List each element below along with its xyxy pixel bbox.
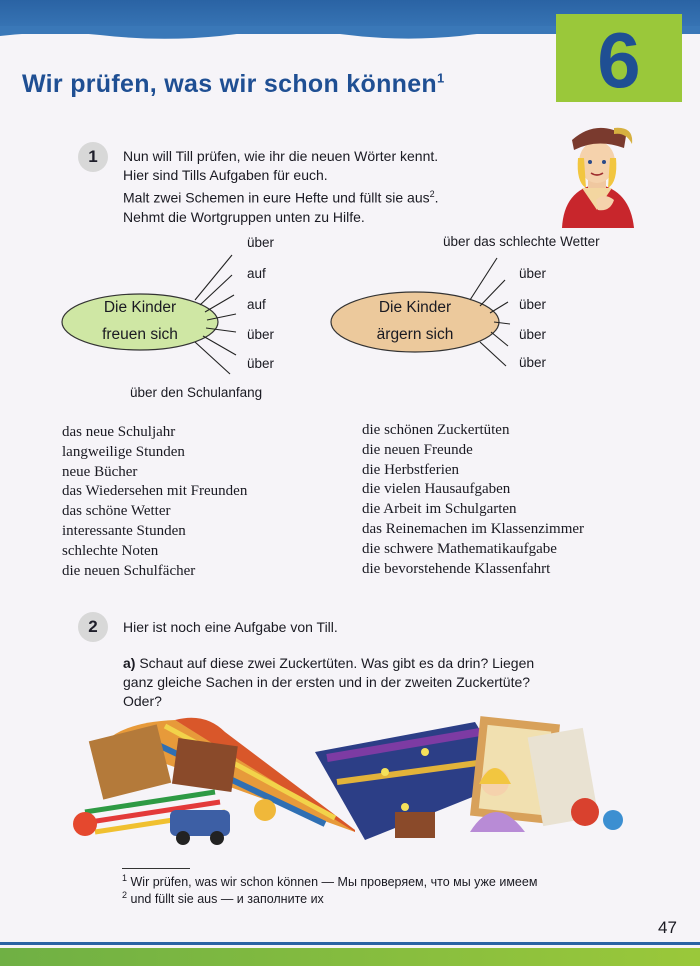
word-list-item: die schönen Zuckertüten xyxy=(362,422,510,438)
word-list-item: neue Bücher xyxy=(62,463,138,480)
exercise-1-line: Hier sind Tills Aufgaben für euch. xyxy=(123,167,328,183)
exercise-2-line: ganz gleiche Sachen in der ersten und in der zweiten Zuckertüte? xyxy=(123,674,531,690)
word-list-item: das Wiedersehen mit Freunden xyxy=(62,483,248,500)
word-list-item: langweilige Stunden xyxy=(62,443,185,460)
scheme-right-subject: Die Kinder xyxy=(378,299,452,316)
page-title-text: Wir prüfen, was wir schon können xyxy=(22,70,437,98)
exercise-1-line-end: . xyxy=(434,189,439,206)
scheme-left-branch-label: über xyxy=(247,327,275,342)
title-footnote-mark: 1 xyxy=(436,70,445,86)
word-list-right xyxy=(362,421,584,579)
exercise-1-line: Nehmt die Wortgruppen unten zu Hilfe. xyxy=(123,208,365,225)
scheme-left-subject: Die Kinder xyxy=(103,299,177,316)
first-school-cone xyxy=(73,718,355,845)
word-list-left xyxy=(62,423,247,581)
unit-number: 6 xyxy=(597,16,641,104)
scheme-right-branch-label: über xyxy=(519,327,547,342)
bottom-rule xyxy=(0,942,700,945)
footnote-2-text: und füllt sie aus — и заполните их xyxy=(130,892,324,907)
scheme-left-verb: freuen sich xyxy=(102,326,178,343)
word-schemes-diagram xyxy=(0,0,700,420)
page-number: 47 xyxy=(658,918,677,937)
word-list-item: die neuen Freunde xyxy=(362,441,473,458)
word-list-item: die Herbstferien xyxy=(362,461,460,478)
scheme-left-branch-label: über xyxy=(247,235,275,250)
scheme-left-branch-label: auf xyxy=(247,297,266,312)
word-list-item: die schwere Mathematikaufgabe xyxy=(362,540,557,557)
school-cones-illustration xyxy=(65,712,640,852)
word-list-item: das Reinemachen im Klassenzimmer xyxy=(362,520,585,537)
footnote-2 xyxy=(122,890,324,906)
exercise-1-number: 1 xyxy=(78,142,108,172)
word-list-item: die bevorstehende Klassenfahrt xyxy=(362,560,551,577)
footnote-1-mark: 1 xyxy=(122,873,128,883)
scheme-left-text xyxy=(70,294,210,348)
bottom-band xyxy=(0,948,700,966)
second-school-cone xyxy=(315,716,623,840)
scheme-left-branch-label: über xyxy=(247,356,275,371)
exercise-2-intro: Hier ist noch eine Aufgabe von Till. xyxy=(123,619,338,635)
exercise-2-part-label: a) xyxy=(123,655,136,671)
footnote-1 xyxy=(122,873,537,889)
word-list-item: schlechte Noten xyxy=(62,542,159,559)
word-list-item: die neuen Schulfächer xyxy=(62,562,196,579)
footnote-mark: 2 xyxy=(429,189,435,199)
scheme-right-top-label: über das schlechte Wetter xyxy=(443,234,600,249)
word-list-item: interessante Stunden xyxy=(62,522,186,539)
scheme-right-branch-label: über xyxy=(519,355,547,370)
exercise-1-line-text: Malt zwei Schemen in eure Hefte und füllt sie aus xyxy=(123,189,430,206)
footnote-1-text: Wir prüfen, was wir schon können — Мы проверяем, что мы уже имеем xyxy=(130,875,538,890)
exercise-2-task-a xyxy=(123,654,534,711)
footnote-2-mark: 2 xyxy=(122,890,128,900)
scheme-right-branch-label: über xyxy=(519,297,547,312)
word-list-item: das schöne Wetter xyxy=(62,503,171,520)
scheme-right-branch-label: über xyxy=(519,266,547,281)
footnote-divider xyxy=(122,868,190,869)
exercise-2-line: Schaut auf diese zwei Zuckertüten. Was gibt es da drin? Liegen xyxy=(139,655,535,671)
scheme-right-text xyxy=(342,294,488,348)
scheme-right-verb: ärgern sich xyxy=(376,326,454,343)
exercise-1-line: Nun will Till prüfen, wie ihr die neuen Wörter kennt. xyxy=(123,148,439,164)
word-list-item: die Arbeit im Schulgarten xyxy=(362,501,517,518)
exercise-2-line: Oder? xyxy=(123,693,162,709)
scheme-left-bottom-label: über den Schulanfang xyxy=(130,385,263,400)
scheme-left-branch-label: auf xyxy=(247,266,266,281)
word-list-item: das neue Schuljahr xyxy=(62,424,176,440)
word-list-item: die vielen Hausaufgaben xyxy=(362,481,511,498)
exercise-2-number: 2 xyxy=(78,612,108,642)
